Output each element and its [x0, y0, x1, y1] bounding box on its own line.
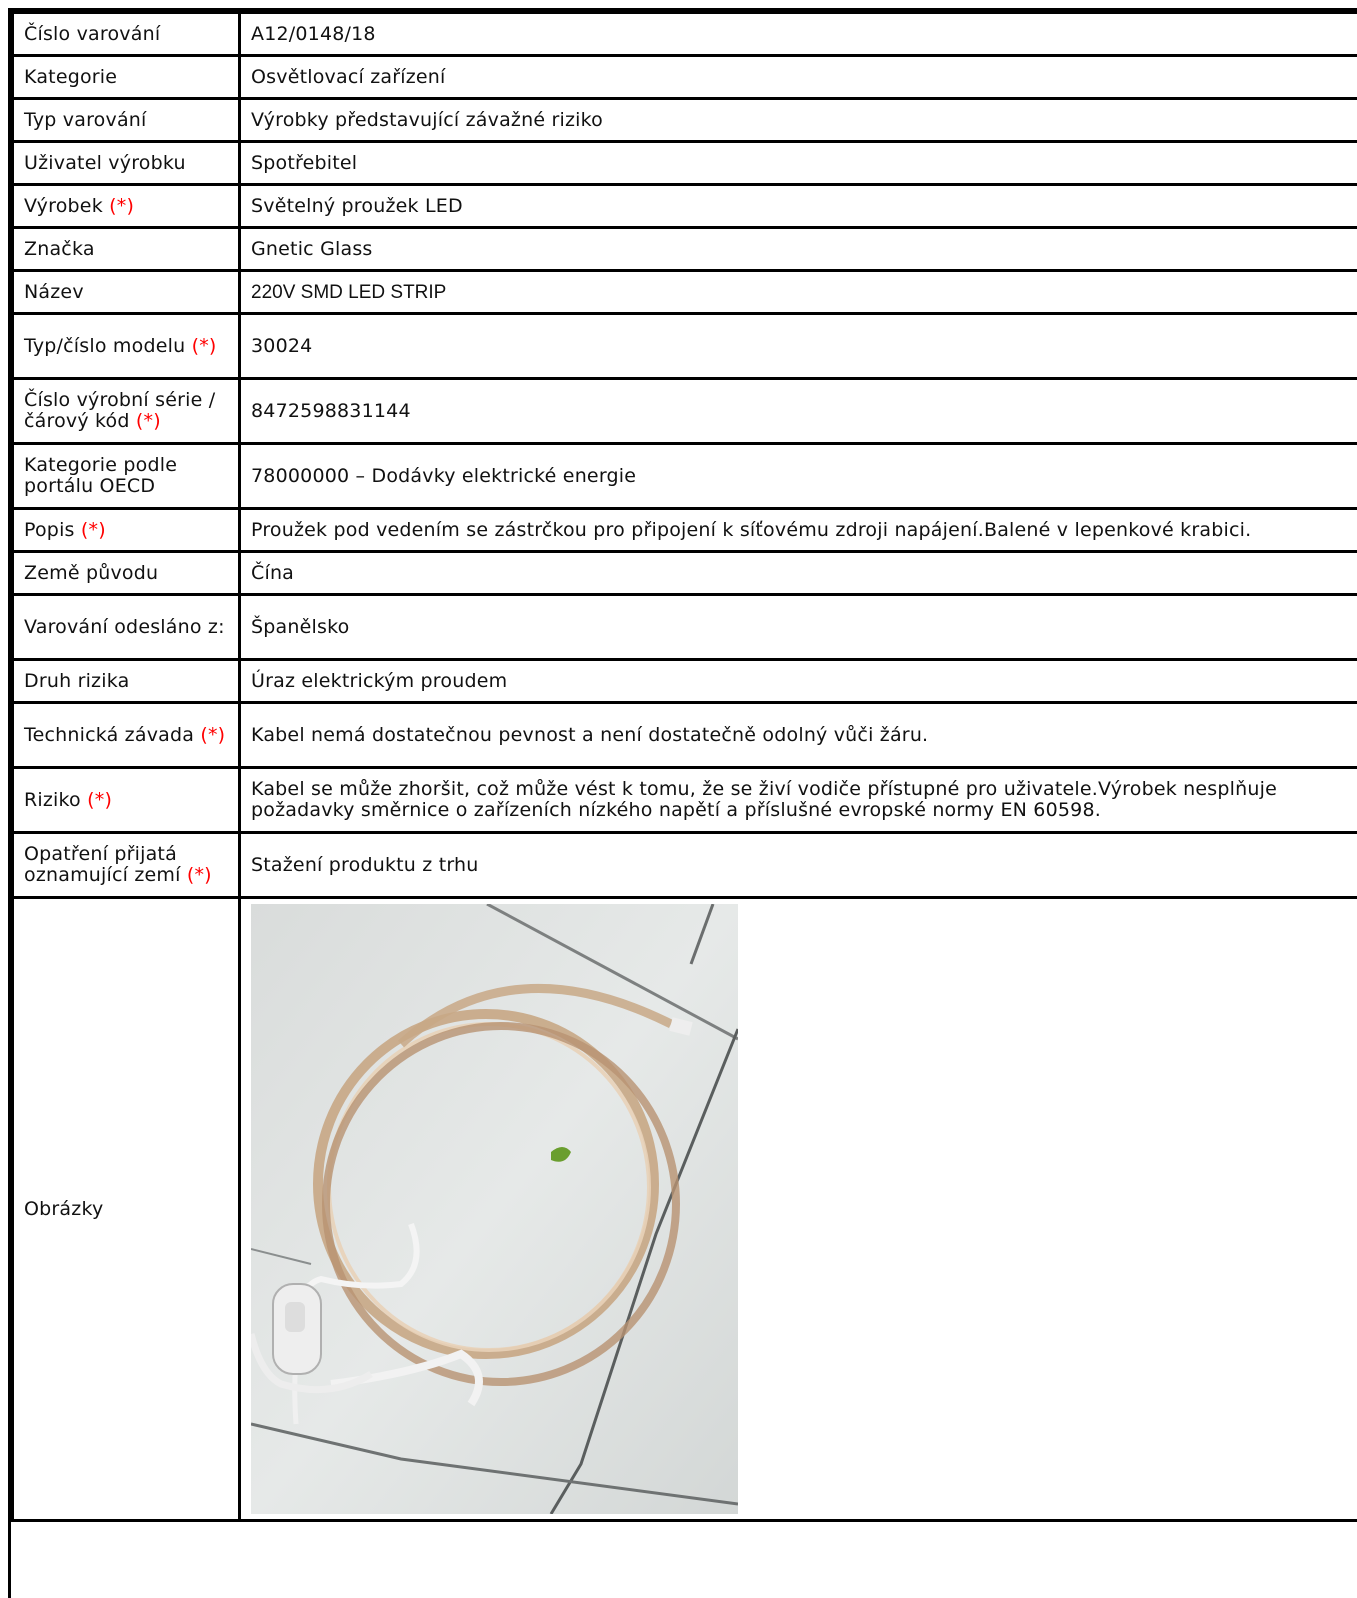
required-marker: (*)	[81, 519, 106, 541]
row-label	[13, 898, 240, 1521]
label-alert-number: Číslo varování	[24, 23, 160, 45]
label-alert-submitted-by: Varování odesláno z:	[24, 616, 225, 638]
label-technical-defect: Technická závada	[24, 724, 194, 746]
table-row	[13, 552, 1357, 595]
required-marker: (*)	[187, 864, 212, 886]
row-label	[13, 660, 240, 703]
row-value	[240, 314, 1357, 379]
value-alert-type: Výrobky představující závažné riziko	[251, 109, 603, 131]
value-technical-defect: Kabel nemá dostatečnou pevnost a není dostatečně odolný vůči žáru.	[251, 724, 928, 746]
row-label	[13, 768, 240, 833]
row-label	[13, 142, 240, 185]
row-label	[13, 703, 240, 768]
value-risk-type: Úraz elektrickým proudem	[251, 670, 507, 692]
row-value	[240, 228, 1357, 271]
row-label	[13, 99, 240, 142]
label-risk-type: Druh rizika	[24, 670, 129, 692]
row-value	[240, 379, 1357, 444]
label-brand: Značka	[24, 238, 95, 260]
row-label	[13, 314, 240, 379]
table-row	[13, 142, 1357, 185]
table-row	[13, 13, 1357, 56]
value-description: Proužek pod vedením se zástrčkou pro připojení k síťovému zdroji napájení.Balené v lepenkové krabici.	[251, 519, 1251, 541]
required-marker: (*)	[87, 789, 112, 811]
alert-table	[11, 11, 1357, 1522]
label-description: Popis	[24, 519, 75, 541]
row-label	[13, 509, 240, 552]
row-value	[240, 898, 1357, 1521]
table-row	[13, 768, 1357, 833]
table-row	[13, 185, 1357, 228]
row-value	[240, 444, 1357, 509]
table-row	[13, 228, 1357, 271]
product-photo[interactable]	[251, 904, 738, 1514]
value-batch-barcode: 8472598831144	[251, 400, 411, 422]
row-value	[240, 142, 1357, 185]
row-value	[240, 185, 1357, 228]
row-value	[240, 703, 1357, 768]
row-value	[240, 768, 1357, 833]
label-product-user: Uživatel výrobku	[24, 152, 186, 174]
value-product: Světelný proužek LED	[251, 195, 463, 217]
row-value	[240, 833, 1357, 898]
table-row	[13, 99, 1357, 142]
table-row	[13, 833, 1357, 898]
value-alert-number: A12/0148/18	[251, 23, 376, 45]
row-value	[240, 99, 1357, 142]
label-product: Výrobek	[24, 195, 103, 217]
label-alert-type: Typ varování	[24, 109, 147, 131]
row-value	[240, 595, 1357, 660]
row-value	[240, 552, 1357, 595]
table-row	[13, 703, 1357, 768]
table-row	[13, 660, 1357, 703]
value-alert-submitted-by: Španělsko	[251, 616, 349, 638]
row-label	[13, 595, 240, 660]
row-value	[240, 660, 1357, 703]
value-model: 30024	[251, 335, 312, 357]
required-marker: (*)	[200, 724, 225, 746]
required-marker: (*)	[136, 410, 161, 432]
row-label	[13, 13, 240, 56]
table-row	[13, 509, 1357, 552]
label-oecd-category: Kategorie podle portálu OECD	[24, 454, 177, 497]
table-row	[13, 314, 1357, 379]
required-marker: (*)	[192, 335, 217, 357]
table-row	[13, 271, 1357, 314]
required-marker: (*)	[109, 195, 134, 217]
row-label	[13, 379, 240, 444]
value-brand: Gnetic Glass	[251, 238, 373, 260]
alert-table-frame	[8, 8, 1357, 1598]
row-value	[240, 509, 1357, 552]
row-label	[13, 228, 240, 271]
row-label	[13, 271, 240, 314]
table-row	[13, 444, 1357, 509]
value-country-of-origin: Čína	[251, 562, 294, 584]
value-category: Osvětlovací zařízení	[251, 66, 445, 88]
table-row	[13, 898, 1357, 1521]
label-model: Typ/číslo modelu	[24, 335, 185, 357]
value-name: 220V SMD LED STRIP	[251, 282, 446, 303]
label-category: Kategorie	[24, 66, 117, 88]
row-value	[240, 271, 1357, 314]
value-product-user: Spotřebitel	[251, 152, 357, 174]
row-label	[13, 185, 240, 228]
table-row	[13, 379, 1357, 444]
row-label	[13, 833, 240, 898]
row-label	[13, 56, 240, 99]
value-oecd-category: 78000000 – Dodávky elektrické energie	[251, 465, 636, 487]
value-risk: Kabel se může zhoršit, což může vést k tomu, že se živí vodiče přístupné pro uživatele.Výrobek nesplňuje požadavky směrnice o zařízeních nízkého napětí a příslušné evropské normy EN 60598.	[251, 778, 1277, 821]
label-name: Název	[24, 281, 84, 303]
value-measures-taken: Stažení produktu z trhu	[251, 854, 479, 876]
row-value	[240, 56, 1357, 99]
table-row	[13, 56, 1357, 99]
label-risk: Riziko	[24, 789, 81, 811]
label-country-of-origin: Země původu	[24, 562, 158, 584]
row-label	[13, 444, 240, 509]
row-label	[13, 552, 240, 595]
table-row	[13, 595, 1357, 660]
row-value	[240, 13, 1357, 56]
label-batch-barcode: Číslo výrobní série / čárový kód	[24, 389, 215, 432]
label-measures-taken: Opatření přijatá oznamující zemí	[24, 843, 181, 886]
label-images: Obrázky	[24, 1198, 103, 1220]
